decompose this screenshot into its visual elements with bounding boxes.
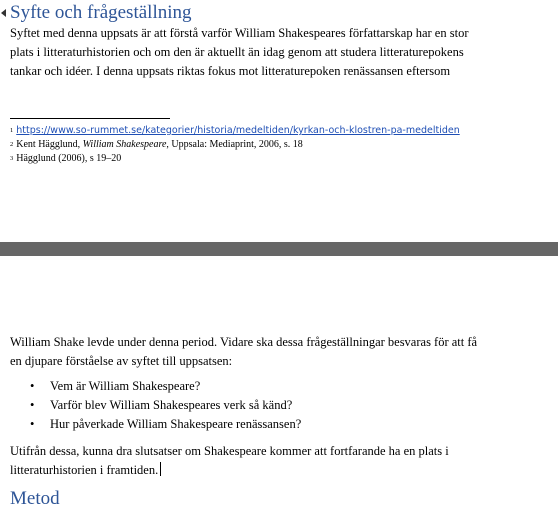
bullet-icon: • [30,379,35,393]
list-item [30,377,301,396]
list-item-text: Hur påverkade William Shakespeare renässansen? [50,417,302,431]
paragraph-line: Syftet med denna uppsats är att förstå varför William Shakespeares författarskap har en stor [10,26,469,40]
footnote-text: , Uppsala: Mediaprint, 2006, s. 18 [166,139,303,150]
bullet-icon: • [30,417,35,431]
paragraph-line: William Shake levde under denna period. Vidare ska dessa frågeställningar besvaras för att få [10,335,478,349]
paragraph-line-text: litteraturhistorien i framtiden. [10,463,159,477]
paragraph-line: tankar och idéer. I denna uppsats riktas fokus mot litteraturepoken renässansen eftersom [10,64,451,78]
page-break-gap [0,242,558,256]
footnote-2 [10,138,303,151]
footnote-text: Kent Hägglund, [16,139,83,150]
footnote-1 [10,124,460,137]
question-list [30,377,301,434]
paragraph-line [10,461,449,480]
bullet-icon: • [30,398,35,412]
list-item [30,396,301,415]
paragraph-line: en djupare förståelse av syftet till uppsatsen: [10,354,233,368]
intro-paragraph [10,24,468,81]
document-page-1 [0,0,558,242]
footnote-text: Hägglund (2006), s 19–20 [16,153,122,164]
footnote-link[interactable]: https://www.so-rummet.se/kategorier/historia/medeltiden/kyrkan-och-klostren-pa-medeltiden [16,125,460,136]
list-item-text: Varför blev William Shakespeares verk så känd? [50,398,293,412]
section-heading: Syfte och frågeställning [10,2,192,23]
footnote-number: 1 [10,127,14,134]
footnote-3 [10,152,121,165]
text-cursor [160,462,161,476]
collapse-heading-icon[interactable] [1,9,6,17]
continuation-paragraph [10,333,477,371]
list-item-text: Vem är William Shakespeare? [50,379,201,393]
footnote-number: 3 [10,155,14,162]
footnote-separator [10,118,170,119]
footnote-title: William Shakespeare [82,139,167,150]
conclusion-paragraph[interactable] [10,442,449,480]
paragraph-line: Utifrån dessa, kunna dra slutsatser om Shakespeare kommer att fortfarande ha en plats i [10,444,449,458]
method-heading: Metod [10,488,60,509]
list-item [30,415,301,434]
paragraph-line: plats i litteraturhistorien och om den är aktuellt än idag genom att studera litteraturepokens [10,45,464,59]
footnote-number: 2 [10,141,14,148]
